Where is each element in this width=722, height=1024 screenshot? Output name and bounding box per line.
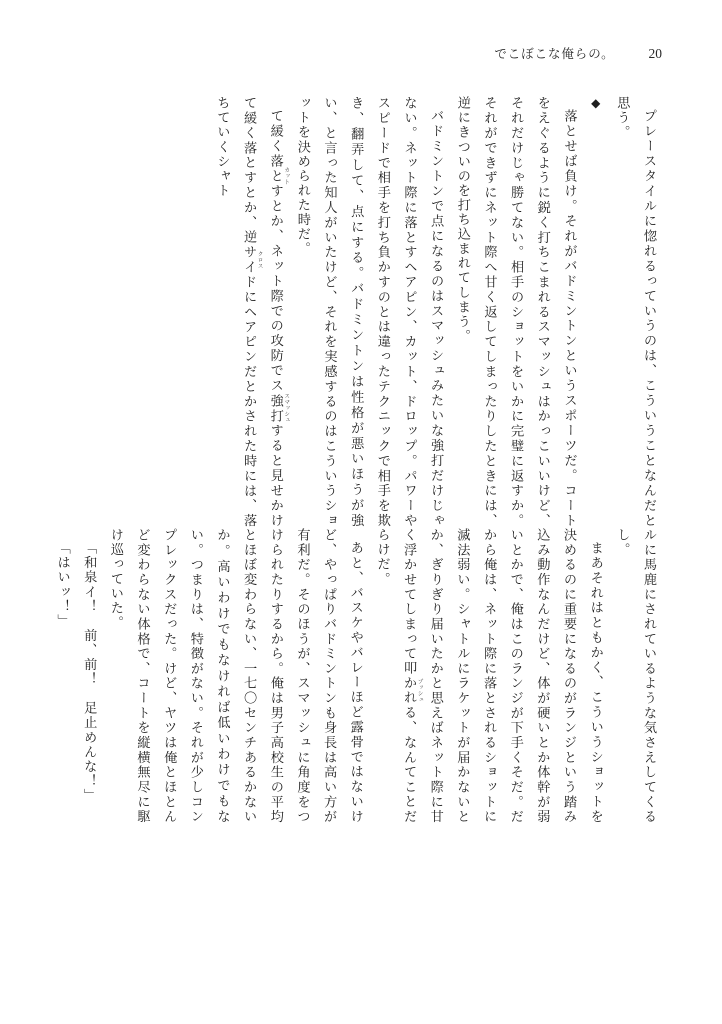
dialogue-line: 「はいッ！」 — [55, 541, 71, 629]
ruby-text: スマッシュ — [283, 393, 290, 424]
ruby-base: 逆サイド — [242, 230, 258, 290]
book-title: でこぼこな俺らの。 — [494, 47, 615, 61]
page-number: 20 — [648, 46, 662, 61]
ruby-run-tail: にヘアピンだとかされた時には、落ちていくシャト — [215, 96, 258, 529]
text-block-top — [90, 96, 662, 528]
paragraph: ルに馬鹿にされているような気さえしてくるし。 — [615, 528, 657, 824]
ruby-run-prefix: まあそれはともかく、こういうショットを決めるのに重要になるのがランジという踏み込み動作なんだけど、体が硬いとか体幹が弱いとかで、俺はこのランジが下手くそだ。だから俺は、ネット際に落とされるショットに滅法弱い。シャトルにラケットが届かないとか、ぎりぎり届いたかと思えばネット際に甘く浮かせてしまって — [402, 528, 604, 824]
ruby-run-post: すると見せかけて緩く落とすとか、 — [242, 96, 284, 529]
ruby-cut — [268, 154, 290, 200]
paragraph: プレースタイルに惚れるっていうのは、こういうことなんだと思う。 — [615, 96, 657, 528]
paragraph-with-ruby — [209, 96, 289, 528]
dialogue-line: 「和泉イ！ 前、前！ 足止めんな！」 — [82, 541, 98, 804]
text-block-bottom — [55, 528, 662, 824]
ruby-push — [402, 661, 423, 721]
ruby-base: 落とす — [268, 154, 284, 200]
ruby-smash — [268, 393, 290, 424]
ruby-cross — [242, 230, 263, 290]
ruby-text: カット — [283, 154, 290, 199]
ruby-run-prefix: て緩く — [268, 109, 284, 155]
paragraph: 落とせば負け。それがバドミントンというスポーツだ。コートをえぐるように鋭く打ちこまれるスマッシュはかっこいいけど、それだけじゃ勝てない。相手のショットをいかに完璧に返すか。それができずにネット際へ甘く返してしまったりしたときには、逆にきついのを打ち込まれてしまう。 — [455, 96, 578, 528]
ruby-text: クロス — [256, 230, 263, 290]
scene-break — [582, 96, 608, 528]
ruby-text: プッシュ — [416, 661, 423, 721]
paragraph-with-ruby — [369, 528, 609, 824]
diamond-icon: ◆ — [588, 96, 603, 112]
paragraph: バドミントンで点になるのはスマッシュみたいな強打だけじゃない。ネット際に落とすヘアピン、カット、ドロップ。パワーやスピードで相手を打ち負かすのとは違ったテクニックで相手を欺き、翻弄して、点にする。バドミントンは性格が悪いほうが強い、と言った知人がいたけど、それを実感するのはこういうショットを決められた時だ。 — [295, 96, 445, 528]
ruby-base: 強打 — [268, 393, 284, 424]
running-head — [494, 44, 662, 62]
paragraph: あと、バスケやバレーほど露骨ではないけど、やっぱりバドミントンも身長は高い方が有利だ。そのほうが、スマッシュに角度をつけられたりするから。俺は男子高校生の平均とほぼ変わらない、一七〇センチあるかないか。高いわけでもなければ低いわけでもない。つまりは、特徴がない。それが少しコンプレックスだった。けど、ヤツは俺とほとんど変わらない体格で、コートを縦横無尽に駆け巡っていた。 — [108, 528, 364, 824]
ruby-run-middle: とか、ネット際での攻防でス — [268, 199, 284, 394]
ruby-run-tail: 、なんてことだらけだ。 — [375, 528, 418, 824]
ruby-base: 叩かれる — [402, 661, 418, 721]
